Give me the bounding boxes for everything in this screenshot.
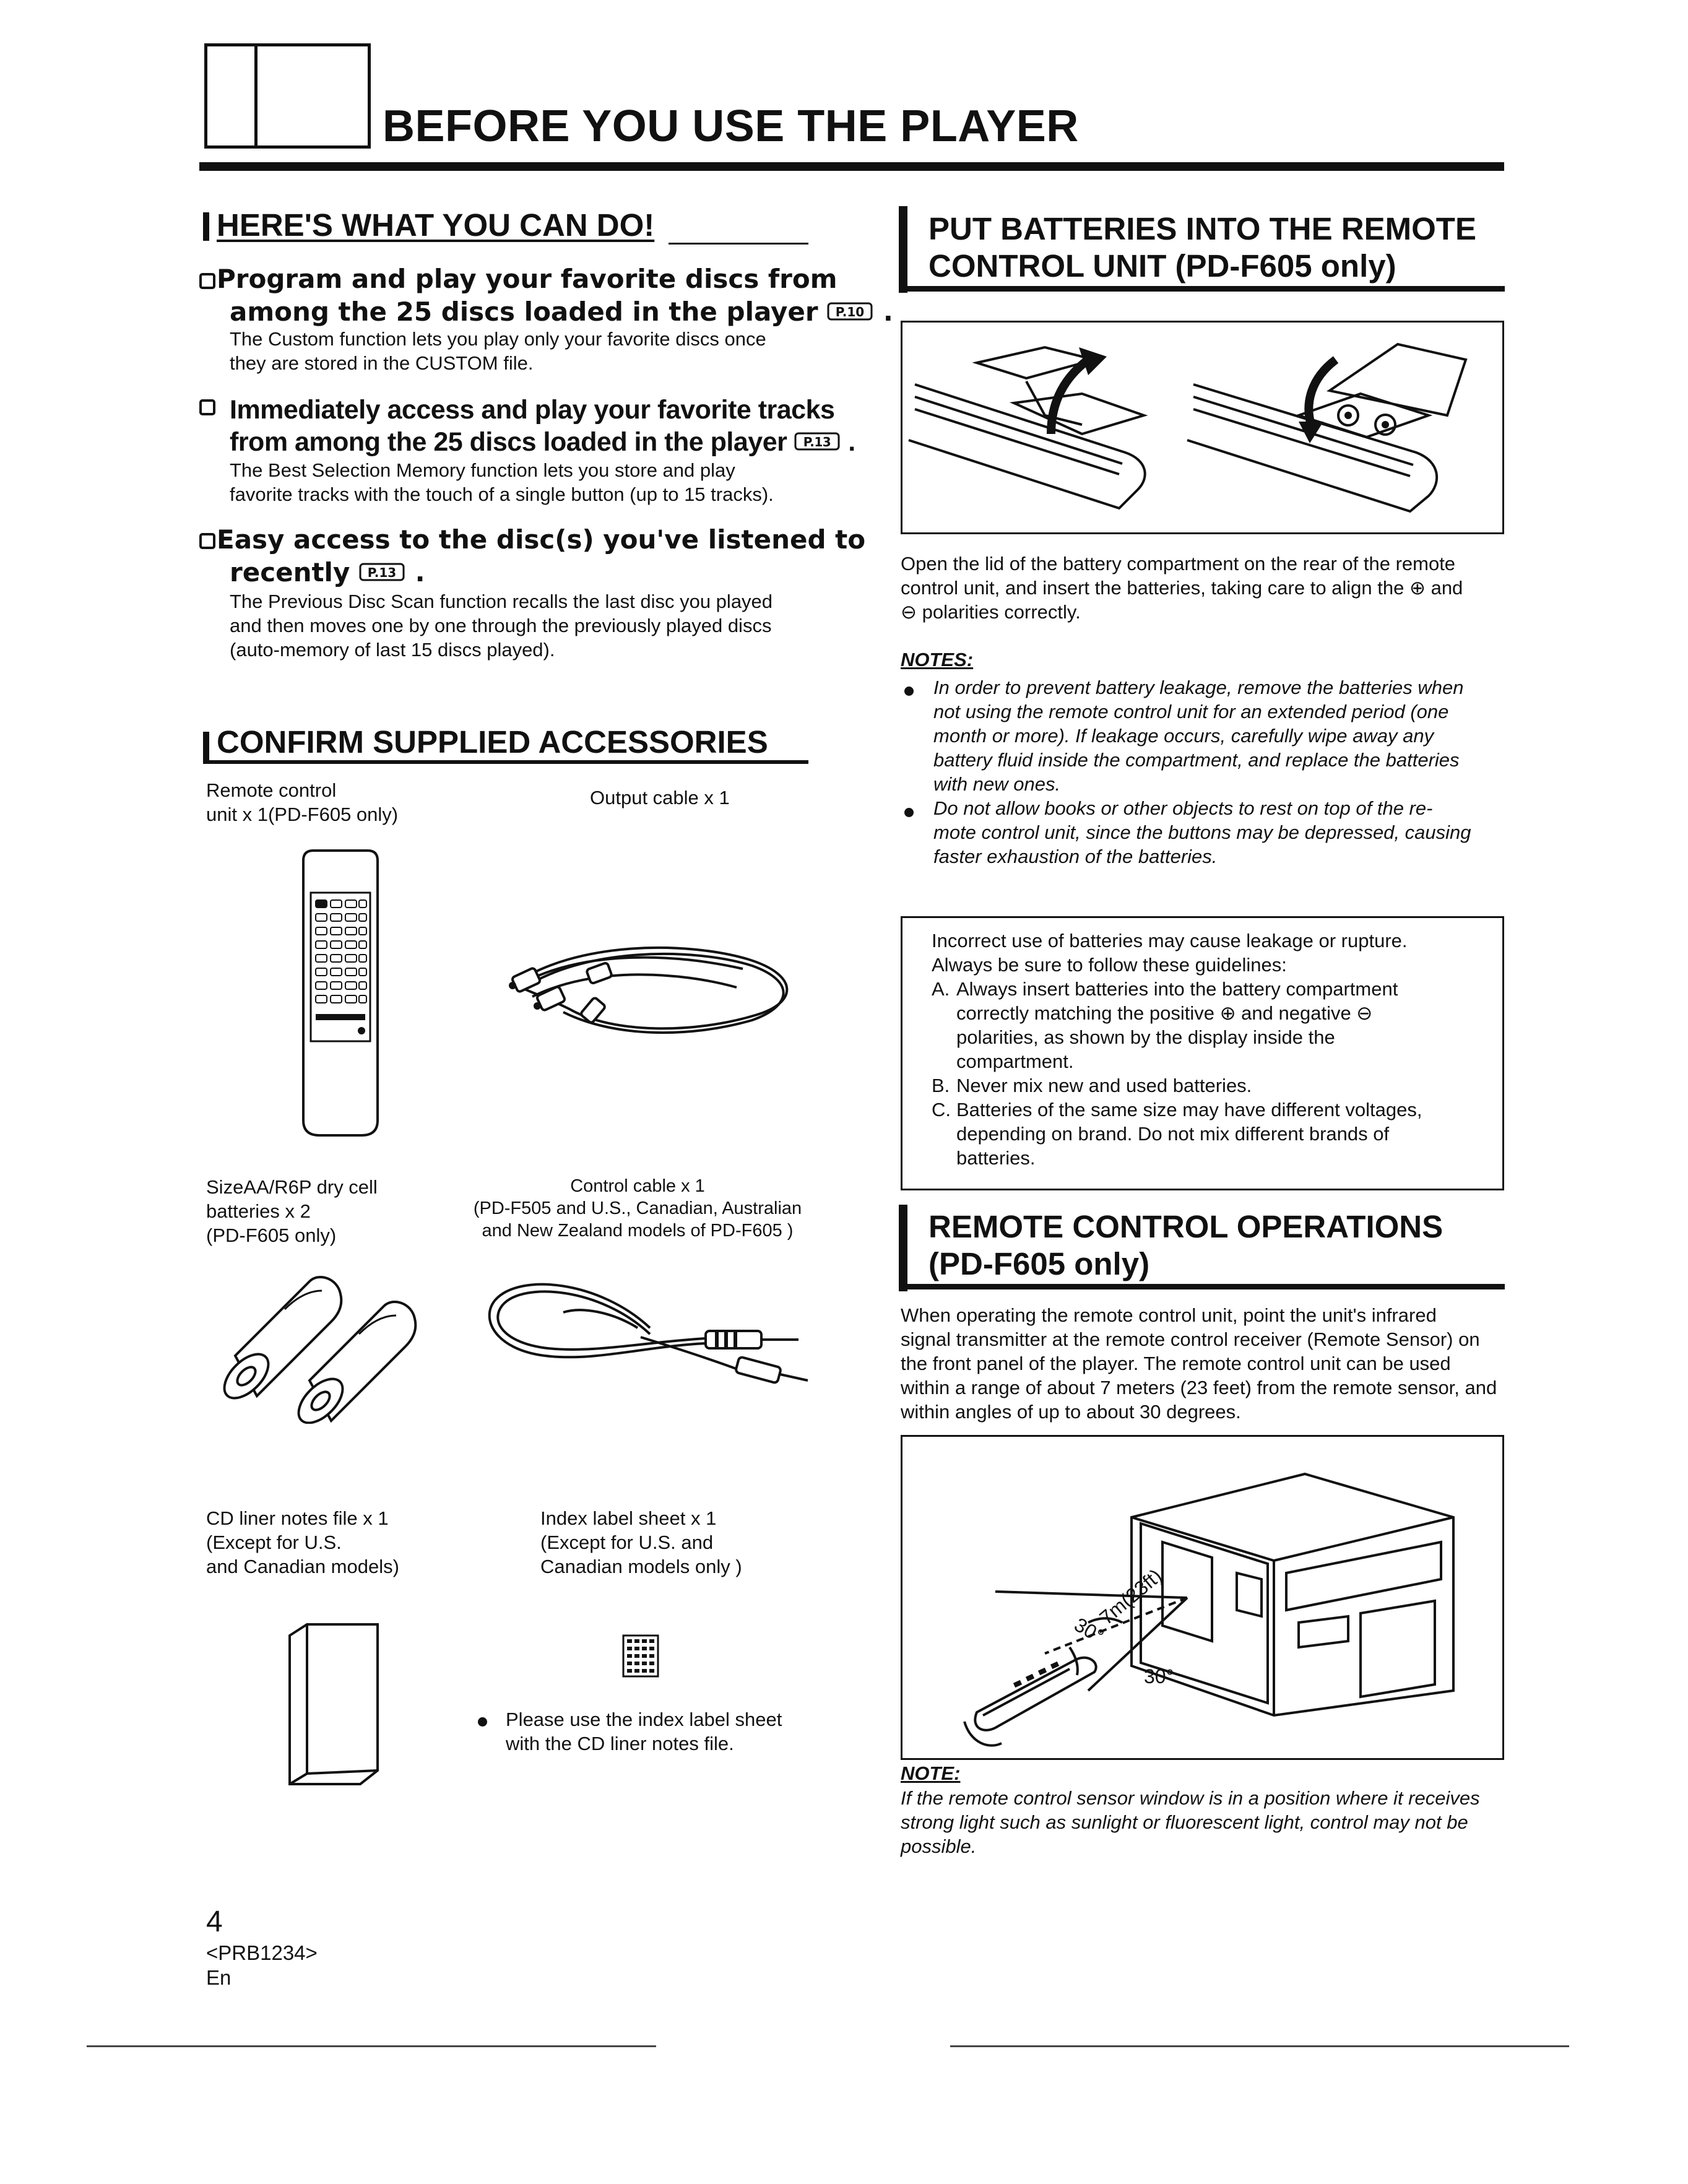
note-item: In order to prevent battery leakage, remove the batteries when not using the remote control unit for an extended period (one month or more). If leakage occurs, carefully wipe away any battery fluid inside the compartment, and replace the batteries with new ones.	[933, 677, 1464, 795]
svg-text:P.10: P.10	[836, 305, 865, 320]
feature-description: The Best Selection Memory function lets you store and play favorite tracks with the touch of a single button (up to 15 tracks).	[230, 459, 774, 505]
language-code: En	[206, 1966, 232, 1989]
svg-text:P.13: P.13	[367, 565, 397, 581]
heading-rule	[899, 286, 1505, 292]
checkbox-icon	[199, 533, 215, 549]
accessory-label-liner-notes: CD liner notes file x 1 (Except for U.S. and Canadian models)	[206, 1507, 399, 1577]
title-decor-box-right	[254, 43, 371, 149]
heading-bar	[899, 206, 907, 293]
battery-compartment-illustration-frame	[901, 321, 1504, 534]
diagram-distance: 7m(23ft)	[1095, 1564, 1166, 1629]
accessory-label-remote: Remote control unit x 1(PD-F605 only)	[206, 779, 399, 825]
remote-ops-text: When operating the remote control unit, point the unit's infrared signal transmitter at the remote control receiver (Remote Sensor) on the front panel of the player. The remote control unit can be used within a range of about 7 meters (23 feet) from the remote sensor, and within angles of up to about 30 degrees.	[901, 1304, 1497, 1423]
index-label-note: Please use the index label sheet with the CD liner notes file.	[506, 1709, 782, 1754]
liner-notes-file-illustration	[285, 1622, 384, 1789]
feature-title-line1: Immediately access and play your favorite tracks	[230, 395, 835, 425]
title-rule	[199, 162, 1504, 171]
heading-batteries: PUT BATTERIES INTO THE REMOTE CONTROL UNIT (PD-F605 only)	[928, 211, 1476, 284]
bullet-point	[478, 1717, 487, 1727]
control-cable-illustration	[470, 1263, 817, 1399]
battery-instructions: Open the lid of the battery compartment on the rear of the remote control unit, and insert the batteries, taking care to align the ⊕ and ⊖ polarities correctly.	[901, 553, 1463, 623]
footer-rule-left	[87, 2045, 656, 2047]
caution-item: Batteries of the same size may have different voltages, depending on brand. Do not mix different brands of batteries.	[956, 1099, 1422, 1169]
remote-note: If the remote control sensor window is in a position where it receives strong light such as sunlight or fluorescent light, control may not be possible.	[901, 1787, 1480, 1857]
checkbox-icon	[199, 273, 215, 289]
accessory-label-control-cable: Control cable x 1 (PD-F505 and U.S., Canadian, Australian and New Zealand models of PD-F605 )	[473, 1176, 802, 1241]
feature-description: The Previous Disc Scan function recalls the last disc you played and then moves one by one through the previously played discs (auto-memory of last 15 discs played).	[230, 591, 773, 661]
caution-letter: B.	[932, 1075, 950, 1096]
page-title: BEFORE YOU USE THE PLAYER	[383, 102, 1079, 151]
diagram-angle-top: 30°	[1070, 1613, 1108, 1648]
feature-description: The Custom function lets you play only your favorite discs once they are stored in the CUSTOM file.	[230, 328, 766, 374]
document-code: <PRB1234>	[206, 1941, 318, 1964]
bullet-point	[904, 687, 914, 696]
note-heading: NOTE:	[901, 1762, 961, 1784]
note-item: Do not allow books or other objects to rest on top of the re- mote control unit, since the buttons may be depressed, causing faster exhaustion of the batteries.	[933, 797, 1471, 867]
bullet-point	[904, 808, 914, 817]
feature-title-line2: recently P.13 .	[230, 556, 425, 591]
remote-control-illustration	[297, 848, 384, 1139]
caution-letter: A.	[932, 978, 950, 1000]
output-cable-illustration	[489, 929, 811, 1046]
heading-bar	[899, 1205, 907, 1291]
footer-rule-right	[950, 2045, 1569, 2047]
page-reference-icon	[794, 427, 841, 461]
svg-text:P.13: P.13	[803, 434, 831, 449]
page-reference-icon	[359, 557, 406, 591]
page-reference-icon	[827, 297, 874, 331]
caution-item: Never mix new and used batteries.	[956, 1075, 1252, 1096]
section-marker	[203, 212, 209, 241]
title-decor-box-left	[204, 43, 258, 149]
battery-compartment-illustration	[902, 323, 1502, 532]
remote-range-diagram	[902, 1437, 1502, 1758]
accessory-label-output-cable: Output cable x 1	[590, 787, 730, 808]
heading-rule	[899, 1284, 1505, 1289]
feature-title-line1: Easy access to the disc(s) you've listened to	[217, 524, 866, 555]
caution-intro: Incorrect use of batteries may cause leakage or rupture. Always be sure to follow these guidelines:	[932, 930, 1408, 976]
section-rule	[669, 243, 808, 245]
feature-title-line1: Program and play your favorite discs from	[217, 264, 838, 294]
checkbox-icon	[199, 399, 215, 415]
page-number: 4	[206, 1905, 223, 1938]
remote-range-diagram-frame	[901, 1435, 1504, 1760]
notes-heading: NOTES:	[901, 649, 974, 670]
accessory-label-batteries: SizeAA/R6P dry cell batteries x 2 (PD-F605 only)	[206, 1176, 378, 1246]
section-rule	[203, 760, 808, 764]
accessory-label-index-label: Index label sheet x 1 (Except for U.S. and Canadian models only )	[540, 1507, 742, 1577]
section-marker	[203, 732, 209, 760]
diagram-angle-bottom: 30°	[1144, 1665, 1174, 1688]
index-label-sheet-illustration	[622, 1634, 659, 1678]
caution-letter: C.	[932, 1099, 951, 1120]
section-heading-accessories: CONFIRM SUPPLIED ACCESSORIES	[217, 724, 768, 760]
section-heading-what-you-can-do: HERE'S WHAT YOU CAN DO!	[217, 207, 655, 243]
feature-title-line2: among the 25 discs loaded in the player P.10 .	[230, 295, 893, 331]
feature-title-line2: from among the 25 discs loaded in the player P.13 .	[230, 425, 855, 461]
batteries-illustration	[217, 1263, 439, 1424]
heading-remote-ops: REMOTE CONTROL OPERATIONS (PD-F605 only)	[928, 1209, 1443, 1281]
caution-item: Always insert batteries into the battery compartment correctly matching the positive ⊕ and negative ⊖ polarities, as shown by the display inside the compartment.	[956, 978, 1398, 1072]
